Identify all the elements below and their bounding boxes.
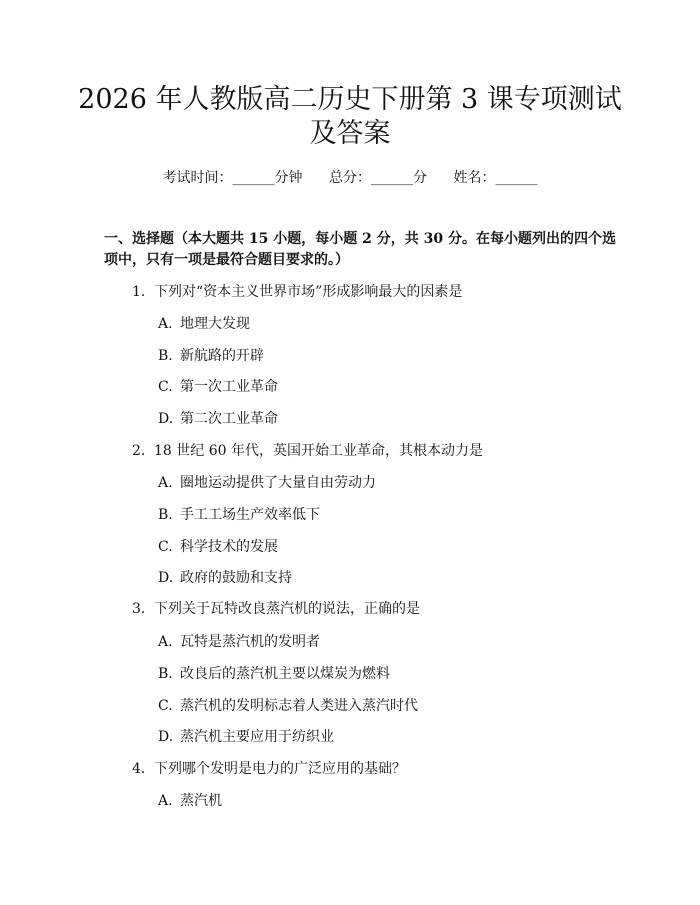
option-letter: A. bbox=[158, 316, 173, 332]
option-text: 地理大发现 bbox=[180, 316, 250, 332]
question-1 bbox=[132, 282, 462, 302]
question-1-option-a bbox=[158, 314, 250, 334]
question-text: 下列对“资本主义世界市场”形成影响最大的因素是 bbox=[154, 284, 463, 300]
document-title-line-2: 及答案 bbox=[309, 118, 391, 149]
question-2-option-d bbox=[158, 568, 292, 588]
question-text: 下列哪个发明是电力的广泛应用的基础？ bbox=[154, 761, 406, 777]
question-1-option-c bbox=[158, 377, 278, 397]
option-text: 蒸汽机主要应用于纺织业 bbox=[180, 729, 334, 745]
document-title-line-1: 2026 年人教版高二历史下册第 3 课专项测试 bbox=[78, 84, 622, 115]
option-letter: D. bbox=[158, 411, 174, 427]
section-heading-line-1: 一、选择题（本大题共 15 小题，每小题 2 分，共 30 分。在每小题列出的四个选 bbox=[104, 231, 616, 247]
question-2 bbox=[132, 441, 483, 461]
question-4-option-a bbox=[158, 791, 222, 811]
option-letter: A. bbox=[158, 634, 173, 650]
option-text: 蒸汽机 bbox=[180, 793, 222, 809]
option-letter: D. bbox=[158, 570, 174, 586]
option-text: 圈地运动提供了大量自由劳动力 bbox=[180, 475, 376, 491]
exam-info-row bbox=[0, 168, 700, 188]
option-letter: C. bbox=[158, 379, 173, 395]
option-letter: B. bbox=[158, 507, 173, 523]
option-text: 手工工场生产效率低下 bbox=[180, 507, 320, 523]
question-3-option-b bbox=[158, 664, 390, 684]
exam-time-field: 考试时间：______分钟 bbox=[162, 170, 303, 186]
question-text: 下列关于瓦特改良蒸汽机的说法，正确的是 bbox=[154, 601, 420, 617]
option-letter: B. bbox=[158, 666, 173, 682]
section-heading-line-2: 项中，只有一项是最符合题目要求的。） bbox=[104, 252, 349, 268]
question-3-option-c bbox=[158, 696, 418, 716]
option-letter: C. bbox=[158, 698, 173, 714]
question-number: 2. bbox=[132, 443, 146, 459]
option-text: 第二次工业革命 bbox=[180, 411, 278, 427]
option-letter: D. bbox=[158, 729, 174, 745]
option-text: 科学技术的发展 bbox=[180, 539, 278, 555]
option-letter: A. bbox=[158, 793, 173, 809]
question-3-option-d bbox=[158, 727, 334, 747]
question-number: 3. bbox=[132, 601, 146, 617]
option-text: 第一次工业革命 bbox=[180, 379, 278, 395]
question-2-option-b bbox=[158, 505, 320, 525]
option-letter: B. bbox=[158, 348, 173, 364]
total-score-field: 总分：______分 bbox=[329, 170, 427, 186]
option-text: 新航路的开辟 bbox=[180, 348, 264, 364]
question-3 bbox=[132, 599, 420, 619]
option-text: 蒸汽机的发明标志着人类进入蒸汽时代 bbox=[180, 698, 418, 714]
question-number: 4. bbox=[132, 761, 146, 777]
option-text: 改良后的蒸汽机主要以煤炭为燃料 bbox=[180, 666, 390, 682]
student-name-field: 姓名：______ bbox=[453, 170, 538, 186]
question-2-option-c bbox=[158, 537, 278, 557]
question-1-option-d bbox=[158, 409, 278, 429]
question-text: 18 世纪 60 年代，英国开始工业革命，其根本动力是 bbox=[154, 443, 483, 459]
question-4 bbox=[132, 759, 406, 779]
option-letter: C. bbox=[158, 539, 173, 555]
option-text: 政府的鼓励和支持 bbox=[180, 570, 292, 586]
question-2-option-a bbox=[158, 473, 376, 493]
option-letter: A. bbox=[158, 475, 173, 491]
option-text: 瓦特是蒸汽机的发明者 bbox=[180, 634, 320, 650]
question-number: 1. bbox=[132, 284, 146, 300]
question-1-option-b bbox=[158, 346, 264, 366]
question-3-option-a bbox=[158, 632, 320, 652]
